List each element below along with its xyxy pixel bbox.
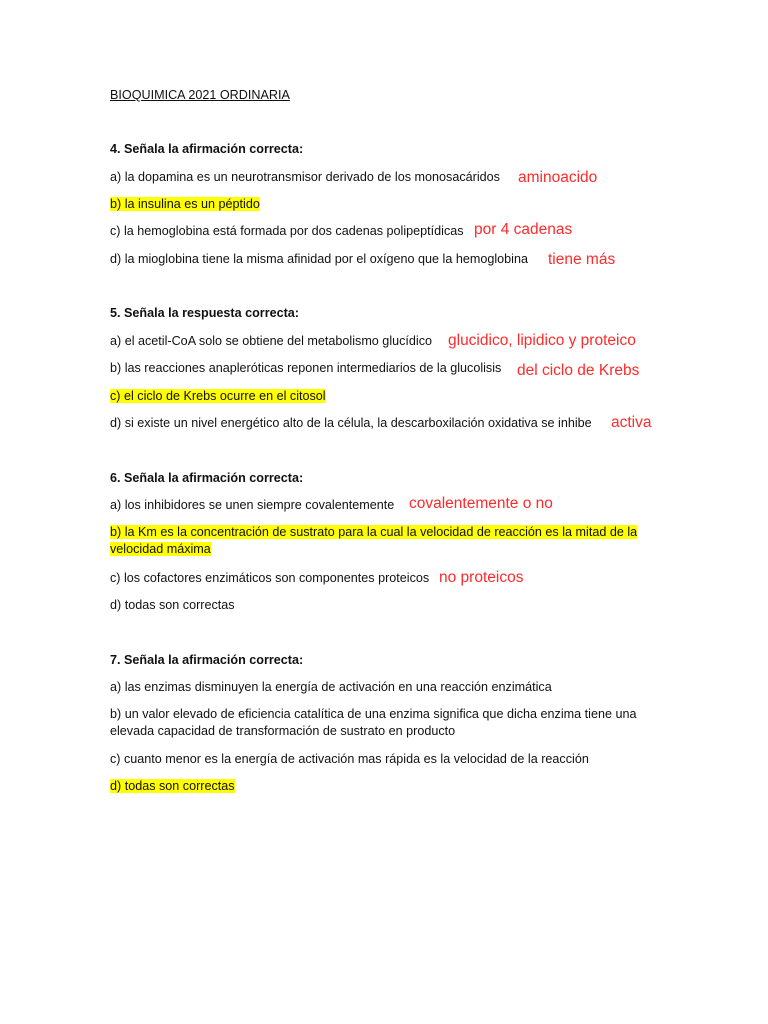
question-4-option-c: c) la hemoglobina está formada por dos cadenas polipeptídicas xyxy=(110,224,464,238)
question-5-option-b-note: del ciclo de Krebs xyxy=(517,362,640,379)
question-6-option-a: a) los inhibidores se unen siempre covalentemente xyxy=(110,498,395,512)
question-7-heading: 7. Señala la afirmación correcta: xyxy=(110,653,304,667)
question-4-option-d: d) la mioglobina tiene la misma afinidad por el oxígeno que la hemoglobina xyxy=(110,252,528,266)
question-7-option-d xyxy=(110,778,235,795)
question-6-option-c-note: no proteicos xyxy=(439,569,524,586)
question-5-option-d-note: activa xyxy=(611,414,652,431)
document-title: BIOQUIMICA 2021 ORDINARIA xyxy=(110,88,290,102)
question-7-option-d-text: d) todas son correctas xyxy=(110,779,235,793)
question-6-option-d: d) todas son correctas xyxy=(110,598,235,612)
question-6-option-b xyxy=(110,524,655,558)
question-5-option-b: b) las reacciones anapleróticas reponen intermediarios de la glucolisis xyxy=(110,361,502,375)
question-4-option-c-note: por 4 cadenas xyxy=(474,221,573,238)
question-5-heading: 5. Señala la respuesta correcta: xyxy=(110,306,300,320)
question-5-option-d: d) si existe un nivel energético alto de la célula, la descarboxilación oxidativa se inhibe xyxy=(110,416,592,430)
question-4-option-d-note: tiene más xyxy=(548,251,616,268)
question-6-heading: 6. Señala la afirmación correcta: xyxy=(110,471,304,485)
question-4-heading: 4. Señala la afirmación correcta: xyxy=(110,142,304,156)
question-7-option-a: a) las enzimas disminuyen la energía de activación en una reacción enzimática xyxy=(110,680,552,694)
question-5-option-c-text: c) el ciclo de Krebs ocurre en el citosol xyxy=(110,389,326,403)
question-4-option-a-note: aminoacido xyxy=(518,169,598,186)
question-6-option-a-note: covalentemente o no xyxy=(409,495,553,512)
question-5-option-a-note: glucidico, lipidico y proteico xyxy=(448,332,636,349)
question-4-option-b-text: b) la insulina es un péptido xyxy=(110,197,260,211)
question-5-option-c xyxy=(110,388,326,405)
question-4-option-b xyxy=(110,196,260,213)
question-5-option-a: a) el acetil-CoA solo se obtiene del metabolismo glucídico xyxy=(110,334,433,348)
question-6-option-b-text: b) la Km es la concentración de sustrato para la cual la velocidad de reacción es la mitad de la velocidad máxima xyxy=(110,525,638,556)
question-7-option-b: b) un valor elevado de eficiencia catalítica de una enzima significa que dicha enzima tiene una elevada capacidad de transformación de sustrato en producto xyxy=(110,707,637,738)
question-6-option-c: c) los cofactores enzimáticos son componentes proteicos xyxy=(110,571,430,585)
question-4-option-a: a) la dopamina es un neurotransmisor derivado de los monosacáridos xyxy=(110,170,500,184)
question-7-option-c: c) cuanto menor es la energía de activación mas rápida es la velocidad de la reacción xyxy=(110,752,589,766)
